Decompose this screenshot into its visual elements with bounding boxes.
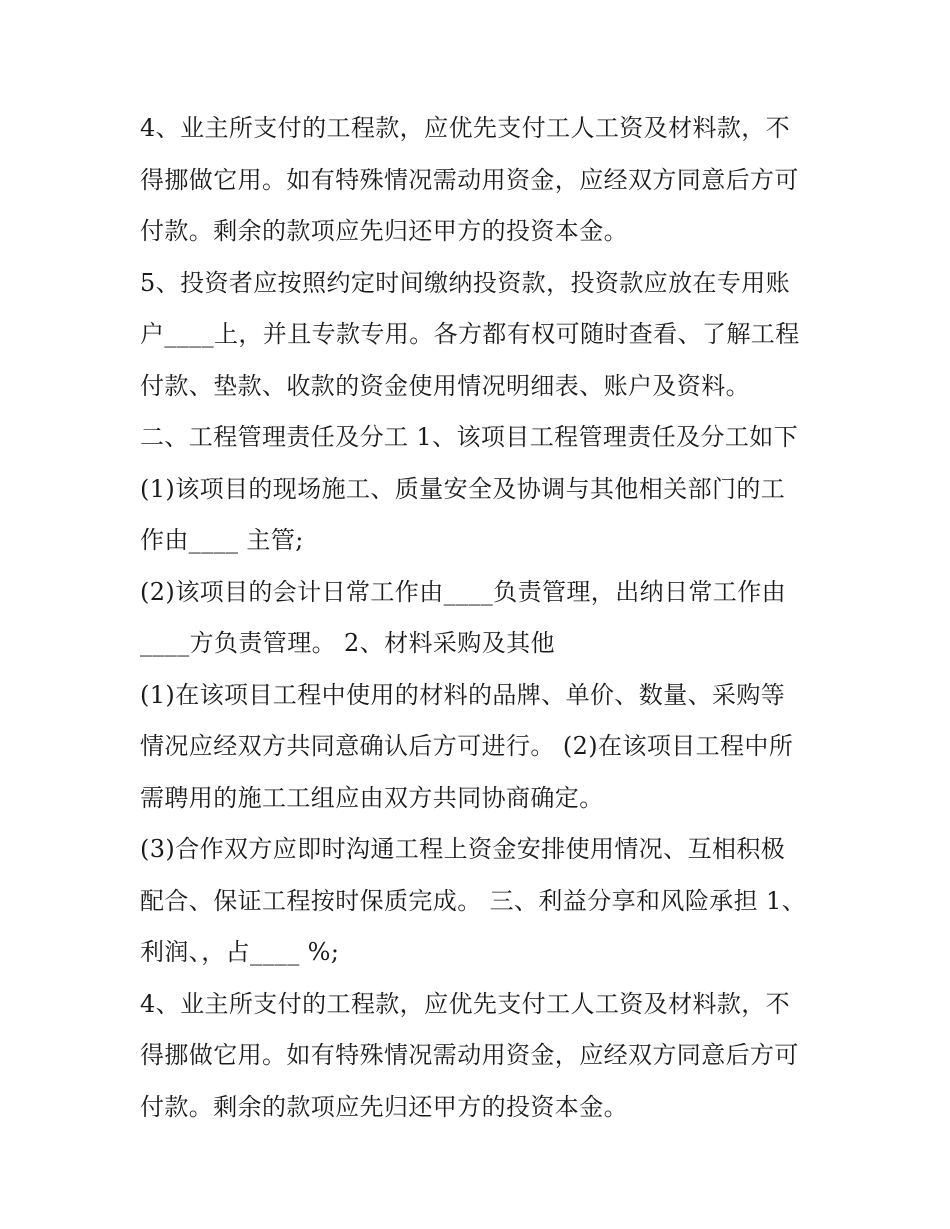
text-line-3: 付款。剩余的款项应先归还甲方的投资本金。 xyxy=(140,217,628,245)
text-line-5: 户____上，并且专款专用。各方都有权可随时查看、了解工程 xyxy=(140,320,800,348)
text-line-10: (2)该项目的会计日常工作由____负责管理，出纳日常工作由 xyxy=(140,577,786,606)
text-line-16: 配合、保证工程按时保质完成。 三、利益分享和风险承担 1、 xyxy=(140,886,807,915)
text-line-6: 付款、垫款、收款的资金使用情况明细表、账户及资料。 xyxy=(140,371,750,400)
text-line-4: 5、投资者应按照约定时间缴纳投资款，投资款应放在专用账 xyxy=(140,268,791,297)
text-line-8: (1)该项目的现场施工、质量安全及协调与其他相关部门的工 xyxy=(140,474,786,503)
text-line-9: 作由____ 主管; xyxy=(140,526,304,554)
text-line-15: (3)合作双方应即时沟通工程上资金安排使用情况、互相积极 xyxy=(140,835,786,863)
text-line-1: 4、业主所支付的工程款，应优先支付工人工资及材料款，不 xyxy=(140,114,791,142)
text-line-18: 4、业主所支付的工程款，应优先支付工人工资及材料款，不 xyxy=(140,989,791,1018)
text-line-7: 二、工程管理责任及分工 1、该项目工程管理责任及分工如下 xyxy=(140,423,799,451)
document-body xyxy=(140,103,820,1133)
text-line-19: 得挪做它用。如有特殊情况需动用资金，应经双方同意后方可 xyxy=(140,1041,799,1069)
text-line-12: (1)在该项目工程中使用的材料的品牌、单价、数量、采购等 xyxy=(140,680,786,709)
text-line-17: 利润、，占____ %; xyxy=(140,938,340,966)
text-line-2: 得挪做它用。如有特殊情况需动用资金，应经双方同意后方可 xyxy=(140,165,799,194)
text-line-20: 付款。剩余的款项应先归还甲方的投资本金。 xyxy=(140,1092,628,1121)
text-line-11: ____方负责管理。 2、材料采购及其他 xyxy=(140,629,555,657)
text-line-13: 情况应经双方共同意确认后方可进行。 (2)在该项目工程中所 xyxy=(140,732,794,760)
text-line-14: 需聘用的施工工组应由双方共同协商确定。 xyxy=(140,783,604,812)
